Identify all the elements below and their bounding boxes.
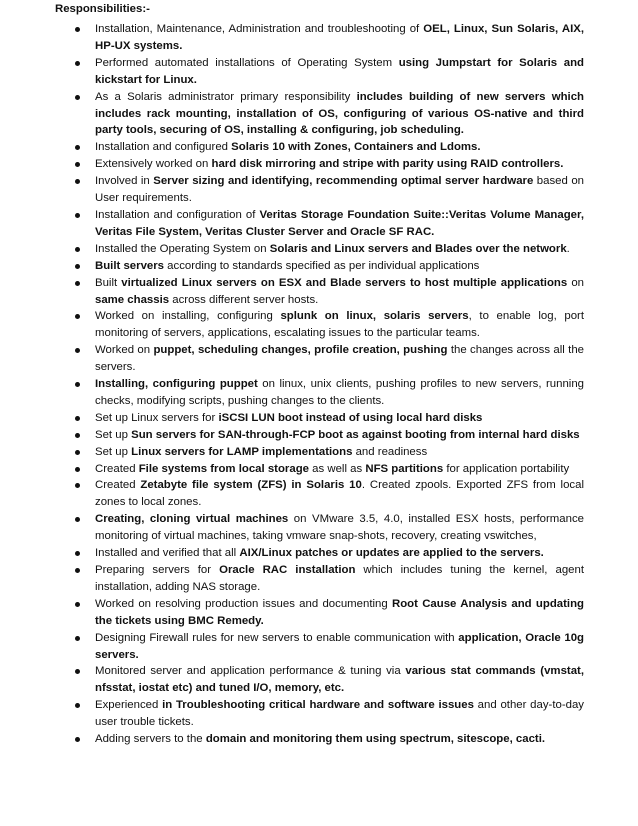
bold-text: virtualized Linux servers on ESX and Blade servers to host multiple applications [121, 276, 568, 289]
bold-text: Built servers [95, 259, 165, 272]
bullet-icon [75, 636, 80, 641]
list-item [0, 89, 638, 140]
bullet-icon [75, 551, 80, 556]
bullet-icon [75, 61, 80, 66]
list-item [0, 731, 638, 748]
bullet-icon [75, 737, 80, 742]
bold-text: Creating, cloning virtual machines [95, 513, 289, 526]
list-item [0, 258, 638, 275]
bold-text: in Troubleshooting critical hardware and software issues [162, 699, 474, 712]
bold-text: Sun servers for SAN-through-FCP boot as against booting from internal hard disks [131, 428, 580, 441]
bold-text: Veritas Storage Foundation Suite::Veritas Volume Manager, Veritas File System, Veritas Cluster Server and Oracle SF RAC. [95, 208, 584, 238]
list-item [0, 376, 638, 410]
bullet-icon [75, 162, 80, 167]
item-text: across different server hosts. [169, 293, 319, 306]
bullet-icon [75, 382, 80, 387]
list-item [0, 207, 638, 241]
bold-text: splunk on linux, solaris servers [280, 310, 469, 323]
item-text: As a Solaris administrator primary responsibility [95, 90, 357, 103]
item-text: Extensively worked on [95, 158, 212, 171]
bold-text: NFS partitions [365, 462, 444, 475]
bold-text: includes building of new servers which includes rack mounting, installation of OS, configuring of various OS-native and third party tools, securing of OS, installing & configuring, job scheduling. [95, 90, 584, 137]
item-text: , to enable log, port monitoring of servers, applications, escalating issues to the particular teams. [95, 310, 585, 340]
bold-text: using Jumpstart for Solaris and kickstart for Linux. [95, 56, 584, 86]
bold-text: puppet, scheduling changes, profile creation, pushing [153, 344, 448, 357]
item-text: and readiness [352, 445, 428, 458]
item-text: Worked on installing, configuring [95, 310, 281, 323]
item-text: Created [95, 462, 139, 475]
item-text: Performed automated installations of Operating System [95, 56, 399, 69]
bullet-icon [75, 247, 80, 252]
bullet-icon [75, 213, 80, 218]
list-item [0, 461, 638, 478]
item-text: and other day-to-day user trouble tickets. [95, 699, 584, 729]
bold-text: Installing, configuring puppet [95, 378, 258, 391]
item-text: Worked on [95, 344, 154, 357]
item-text: Worked on resolving production issues and documenting [95, 597, 392, 610]
item-text: on linux, unix clients, pushing profiles to new servers, running checks, modifying scripts, pushing changes to the clients. [95, 378, 584, 407]
list-item [0, 511, 638, 545]
bullet-icon [75, 568, 80, 573]
item-text: Installation and configuration of [95, 208, 260, 221]
item-text: Adding servers to the [95, 733, 206, 746]
bullet-icon [75, 264, 80, 269]
list-item [0, 630, 638, 664]
bullet-icon [75, 348, 80, 353]
item-text: Involved in [95, 175, 154, 188]
bold-text: Solaris 10 with Zones, Containers and Ldoms. [231, 141, 481, 154]
item-text: as well as [309, 462, 366, 475]
bold-text: OEL, Linux, Sun Solaris, AIX, HP-UX systems. [95, 23, 585, 52]
item-text: Installed and verified that all [95, 547, 240, 560]
item-text: Preparing servers for [95, 564, 220, 576]
list-item [0, 275, 638, 309]
list-item [0, 342, 638, 376]
list-item [0, 55, 638, 89]
item-text: Created [95, 479, 141, 492]
bold-text: hard disk mirroring and stripe with parity using RAID controllers. [211, 158, 564, 171]
item-text: Installation and configured [95, 141, 232, 154]
list-item [0, 139, 638, 156]
item-text: for application portability [443, 462, 570, 475]
item-text: Monitored server and application performance & tuning via [95, 665, 406, 678]
item-text: . [566, 242, 570, 255]
bold-text: Server sizing and identifying, recommending optimal server hardware [153, 175, 534, 188]
bullet-icon [75, 517, 80, 522]
item-text: Experienced [95, 699, 163, 712]
bold-text: iSCSI LUN boot instead of using local hard disks [218, 411, 483, 424]
bullet-icon [75, 27, 80, 32]
bold-text: Zetabyte file system (ZFS) in Solaris 10 [140, 479, 362, 492]
list-item [0, 241, 638, 258]
list-item [0, 596, 638, 630]
bold-text: same chassis [95, 293, 170, 306]
item-text: Installation, Maintenance, Administration and troubleshooting of [95, 23, 424, 35]
bullet-icon [75, 179, 80, 184]
bullet-icon [75, 483, 80, 488]
list-item [0, 308, 638, 342]
bold-text: Oracle RAC installation [219, 564, 356, 576]
list-item [0, 562, 638, 596]
item-text: Set up Linux servers for [95, 411, 219, 424]
item-text: Built [95, 276, 122, 289]
bullet-icon [75, 450, 80, 455]
list-item [0, 427, 638, 444]
item-text: according to standards specified as per individual applications [164, 259, 480, 272]
item-text: the changes across all the servers. [95, 344, 584, 374]
bold-text: various stat commands (vmstat, nfsstat, iostat etc) and tuned I/O, memory, etc. [95, 665, 584, 695]
bold-text: Linux servers for LAMP implementations [131, 445, 353, 458]
bullet-icon [75, 95, 80, 100]
item-text: which includes tuning the kernel, agent installation, adding NAS storage. [95, 564, 585, 593]
list-item [0, 410, 638, 427]
bullet-icon [75, 145, 80, 150]
item-text: Installed the Operating System on [95, 242, 270, 255]
item-text: . Created zpools. Exported ZFS from local zones to local zones. [95, 479, 584, 509]
list-item [0, 173, 638, 207]
bullet-icon [75, 669, 80, 674]
bullet-icon [75, 314, 80, 319]
item-text: Set up [95, 445, 132, 458]
responsibilities-list [0, 21, 638, 748]
item-text: Set up [95, 428, 132, 441]
item-text: based on User requirements. [95, 175, 584, 205]
list-item [0, 477, 638, 511]
list-item [0, 444, 638, 461]
list-item [0, 545, 638, 562]
bold-text: Root Cause Analysis and updating the tickets using BMC Remedy. [95, 597, 585, 627]
bold-text: Solaris and Linux servers and Blades over the network [269, 242, 567, 255]
item-text: on VMware 3.5, 4.0, installed ESX hosts, performance monitoring of virtual machines, taking vmware snap-shots, recovery, creating vswitches, [95, 513, 584, 543]
bullet-icon [75, 433, 80, 438]
bold-text: AIX/Linux patches or updates are applied to the servers. [239, 547, 544, 560]
bullet-icon [75, 467, 80, 472]
bold-text: File systems from local storage [138, 462, 309, 475]
bullet-icon [75, 703, 80, 708]
responsibilities-heading: Responsibilities:- [55, 3, 150, 15]
list-item [0, 663, 638, 697]
bullet-icon [75, 281, 80, 286]
list-item [0, 697, 638, 731]
list-item [0, 21, 638, 55]
bullet-icon [75, 416, 80, 421]
item-text: on [567, 276, 585, 289]
list-item [0, 156, 638, 173]
bold-text: application, Oracle 10g servers. [95, 631, 584, 661]
bullet-icon [75, 602, 80, 607]
bold-text: domain and monitoring them using spectrum, sitescope, cacti. [205, 733, 546, 746]
item-text: Designing Firewall rules for new servers to enable communication with [95, 631, 459, 644]
